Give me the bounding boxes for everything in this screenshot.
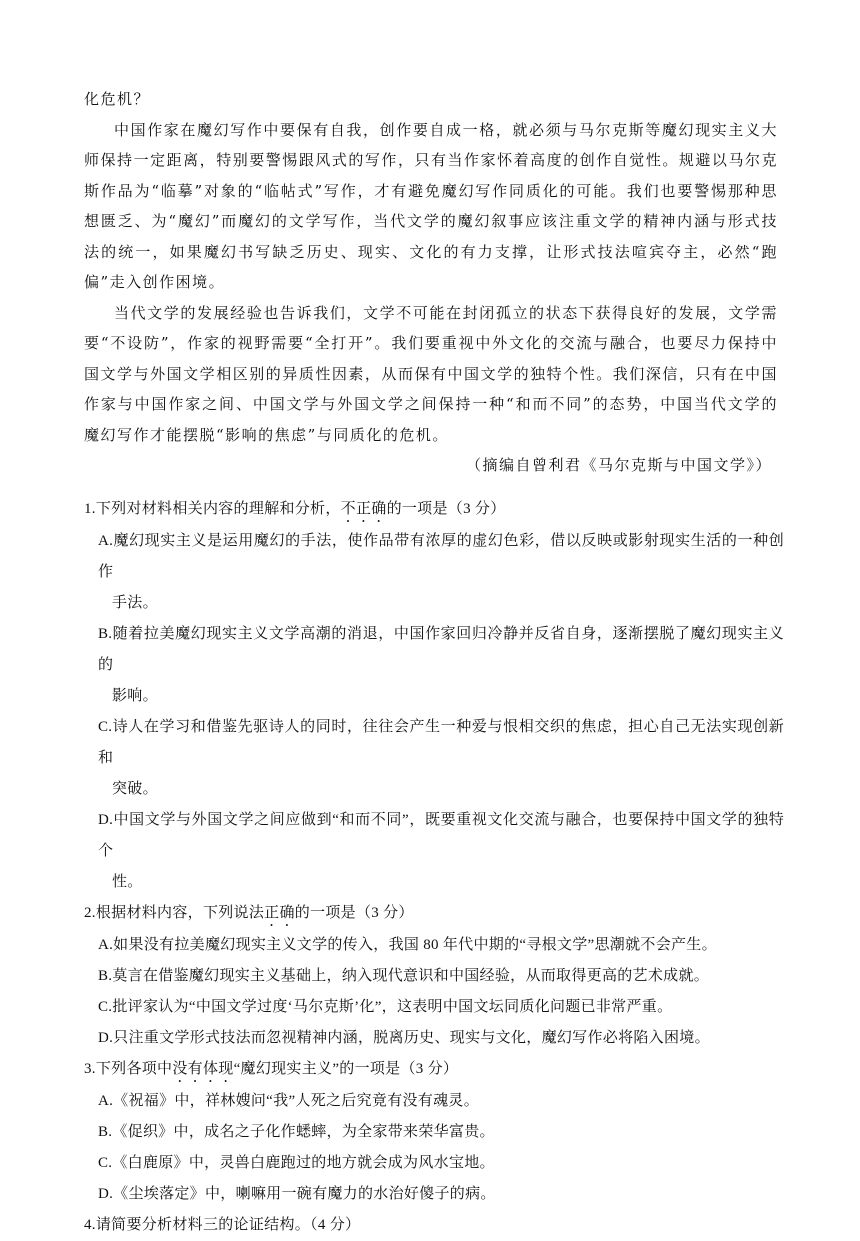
question-3-stem-pre: 3.下列各项中 <box>84 1061 173 1077</box>
question-2-stem-post: 的一项是（3 分） <box>294 905 414 921</box>
question-1-option-d <box>84 805 784 898</box>
passage-paragraph-2: 当代文学的发展经验也告诉我们，文学不可能在封闭孤立的状态下获得良好的发展，文学需要“不设防”，作家的视野需要“全打开”。我们要重视中外文化的交流与融合，也要尽力保持中国文学与外国文学相区别的异质性因素，从而保有中国文学的独特个性。我们深信，只有在中国作家与中国作家之间、中国文学与外国文学之间保持一种“和而不同”的态势，中国当代文学的魔幻写作才能摆脱“影响的焦虑”与同质化的危机。 <box>84 303 778 444</box>
question-3-stem-post: “魔幻现实主义”的一项是（3 分） <box>233 1061 459 1077</box>
question-3-option-d: D.《尘埃落定》中，喇嘛用一碗有魔力的水治好傻子的病。 <box>98 1186 496 1202</box>
option-a-line-2: 手法。 <box>112 595 158 611</box>
question-2-stem-pre: 2.根据材料内容，下列说法 <box>84 905 265 921</box>
question-3-option-b: B.《促织》中，成名之子化作蟋蟀，为全家带来荣华富贵。 <box>98 1124 495 1140</box>
question-1-emphasis: 不正确 <box>340 501 387 517</box>
question-2-option-a: A.如果没有拉美魔幻现实主义文学的传入，我国 80 年代中期的“寻根文学”思潮就不会产生。 <box>98 937 717 953</box>
question-2-emphasis: 正确 <box>264 905 295 921</box>
option-a-line-1: A.魔幻现实主义是运用魔幻的手法，使作品带有浓厚的虚幻色彩，借以反映或影射现实生活的一种创作 <box>98 533 784 580</box>
question-1-stem-pre: 1.下列对材料相关内容的理解和分析， <box>84 501 341 517</box>
passage-line-continued: 化危机？ <box>84 90 151 108</box>
question-1-option-a <box>84 526 784 619</box>
question-1-stem <box>84 494 784 526</box>
option-c-line-1: C.诗人在学习和借鉴先驱诗人的同时，往往会产生一种爱与恨相交织的焦虑，担心自己无法实现创新和 <box>98 719 784 766</box>
question-2-stem <box>84 898 784 930</box>
question-2-option-b: B.莫言在借鉴魔幻现实主义基础上，纳入现代意识和中国经验，从而取得更高的艺术成就。 <box>98 968 710 984</box>
question-section <box>84 494 784 1241</box>
question-3-stem <box>84 1054 784 1086</box>
passage-source: （摘编自曾利君《马尔克斯与中国文学》） <box>465 456 772 474</box>
question-2-option-c: C.批评家认为“中国文学过度‘马尔克斯’化”，这表明中国文坛同质化问题已非常严重。 <box>98 999 673 1015</box>
question-4-stem: 4.请简要分析材料三的论证结构。（4 分） <box>84 1217 361 1233</box>
passage-paragraph-1: 中国作家在魔幻写作中要保有自我，创作要自成一格，就必须与马尔克斯等魔幻现实主义大师保持一定距离，特别要警惕跟风式的写作，只有当作家怀着高度的创作自觉性。规避以马尔克斯作品为“临摹”对象的“临帖式”写作，才有避免魔幻写作同质化的可能。我们也要警惕那种思想匮乏、为“魔幻”而魔幻的文学写作，当代文学的魔幻叙事应该注重文学的精神内涵与形式技法的统一，如果魔幻书写缺乏历史、现实、文化的有力支撑，让形式技法喧宾夺主，必然“跑偏”走入创作困境。 <box>84 120 778 291</box>
question-3-emphasis: 没有体现 <box>172 1061 234 1077</box>
option-d-line-2: 性。 <box>112 874 143 890</box>
question-1-option-b <box>84 619 784 712</box>
question-3-option-a: A.《祝福》中，祥林嫂问“我”人死之后究竟有没有魂灵。 <box>98 1093 480 1109</box>
reading-passage <box>84 84 778 481</box>
question-1-option-c <box>84 712 784 805</box>
option-b-line-2: 影响。 <box>112 688 158 704</box>
question-1-stem-post: 的一项是（3 分） <box>386 501 506 517</box>
question-3-option-c: C.《白鹿原》中，灵兽白鹿跑过的地方就会成为风水宝地。 <box>98 1155 495 1171</box>
option-b-line-1: B.随着拉美魔幻现实主义文学高潮的消退，中国作家回归冷静并反省自身，逐渐摆脱了魔幻现实主义的 <box>98 626 784 673</box>
question-2-option-d: D.只注重文学形式技法而忽视精神内涵，脱离历史、现实与文化，魔幻写作必将陷入困境。 <box>98 1030 710 1046</box>
option-c-line-2: 突破。 <box>112 781 158 797</box>
option-d-line-1: D.中国文学与外国文学之间应做到“和而不同”，既要重视文化交流与融合，也要保持中国文学的独特个 <box>98 812 784 859</box>
